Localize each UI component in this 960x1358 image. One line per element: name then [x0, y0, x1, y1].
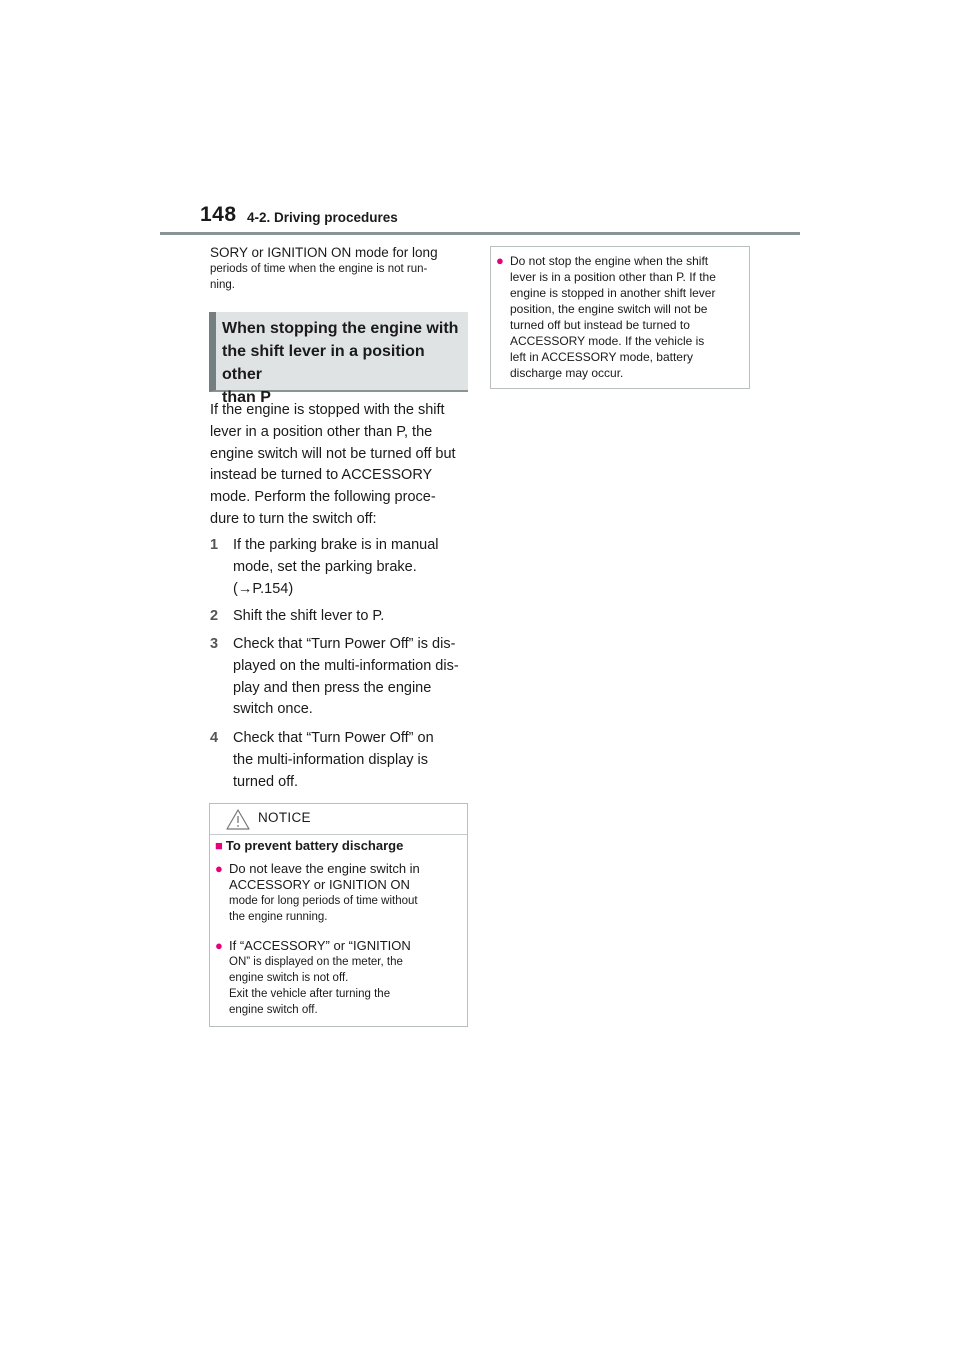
heading-line: When stopping the engine with	[222, 320, 459, 337]
section-heading	[209, 312, 468, 406]
bullet-line: engine switch off.	[229, 1004, 318, 1016]
bullet-line: lever is in a position other than P. If the	[510, 270, 716, 284]
square-bullet-icon: ■	[215, 838, 223, 853]
step-line: Check that “Turn Power Off” is dis-	[233, 636, 456, 652]
step-line: played on the multi-information dis-	[233, 657, 459, 674]
intro-line: engine switch will not be turned off but	[210, 445, 456, 462]
bullet-line: Do not stop the engine when the shift	[510, 254, 709, 268]
bullet-line: mode for long periods of time without	[229, 895, 418, 907]
bullet-line: position, the engine switch will not be	[510, 302, 708, 316]
step-line: the multi-information display is	[233, 751, 429, 768]
step-line: mode, set the parking brake.	[233, 558, 417, 575]
bullet-line: If “ACCESSORY” or “IGNITION	[229, 938, 411, 953]
intro-line: dure to turn the switch off:	[210, 510, 377, 527]
notice-box	[209, 803, 468, 1027]
step-line: Check that “Turn Power Off” on	[233, 730, 434, 746]
heading-line: the shift lever in a position other	[222, 343, 425, 383]
bullet-line: turned off but instead be turned to	[510, 318, 690, 332]
continuation-text	[210, 245, 472, 293]
heading-line: than P	[222, 389, 271, 406]
section-title: 4-2. Driving procedures	[247, 210, 398, 225]
page-number: 148	[200, 203, 237, 226]
bullet-line: engine is stopped in another shift lever	[510, 286, 716, 300]
bullet-line: engine switch is not off.	[229, 972, 349, 984]
bullet-line: Exit the vehicle after turning the	[229, 988, 391, 1000]
step-number: 4	[210, 730, 219, 746]
step-line: turned off.	[233, 773, 299, 790]
bullet-line: left in ACCESSORY mode, battery	[510, 350, 693, 364]
intro-line: instead be turned to ACCESSORY	[210, 467, 433, 484]
dot-bullet-icon: ●	[496, 253, 504, 268]
bullet-line: ACCESSORY mode. If the vehicle is	[510, 334, 705, 348]
step-number: 1	[210, 537, 219, 553]
continuation-line: ning.	[210, 279, 235, 291]
continuation-line: periods of time when the engine is not run-	[210, 263, 428, 275]
subheading-text: To prevent battery discharge	[225, 838, 404, 853]
bullet-line: ON” is displayed on the meter, the	[229, 956, 403, 968]
intro-paragraph	[210, 400, 470, 531]
bullet-line: the engine running.	[229, 911, 328, 923]
dot-bullet-icon: ●	[215, 861, 223, 876]
bullet-line: discharge may occur.	[510, 366, 624, 380]
dot-bullet-icon: ●	[215, 938, 223, 953]
step-line: Shift the shift lever to P.	[233, 608, 385, 624]
intro-line: mode. Perform the following proce-	[210, 489, 436, 506]
step-line: switch once.	[233, 701, 313, 718]
header-rule	[160, 232, 800, 235]
intro-line: lever in a position other than P, the	[210, 423, 433, 440]
notice-header	[210, 804, 467, 835]
intro-line: If the engine is stopped with the shift	[210, 402, 445, 418]
notice-subheading	[215, 838, 403, 853]
bullet-line: ACCESSORY or IGNITION ON	[229, 877, 410, 892]
warning-triangle-icon	[226, 809, 250, 830]
notice-label: NOTICE	[258, 810, 311, 825]
step-line[interactable]: (→P.154)	[233, 580, 294, 597]
step-line: play and then press the engine	[233, 679, 432, 696]
notice-continuation-box	[490, 246, 750, 389]
step-line: If the parking brake is in manual	[233, 537, 439, 553]
bullet-line: Do not leave the engine switch in	[229, 861, 420, 876]
step-number: 2	[210, 608, 219, 624]
step-number: 3	[210, 636, 219, 652]
continuation-line: SORY or IGNITION ON mode for long	[210, 245, 438, 260]
